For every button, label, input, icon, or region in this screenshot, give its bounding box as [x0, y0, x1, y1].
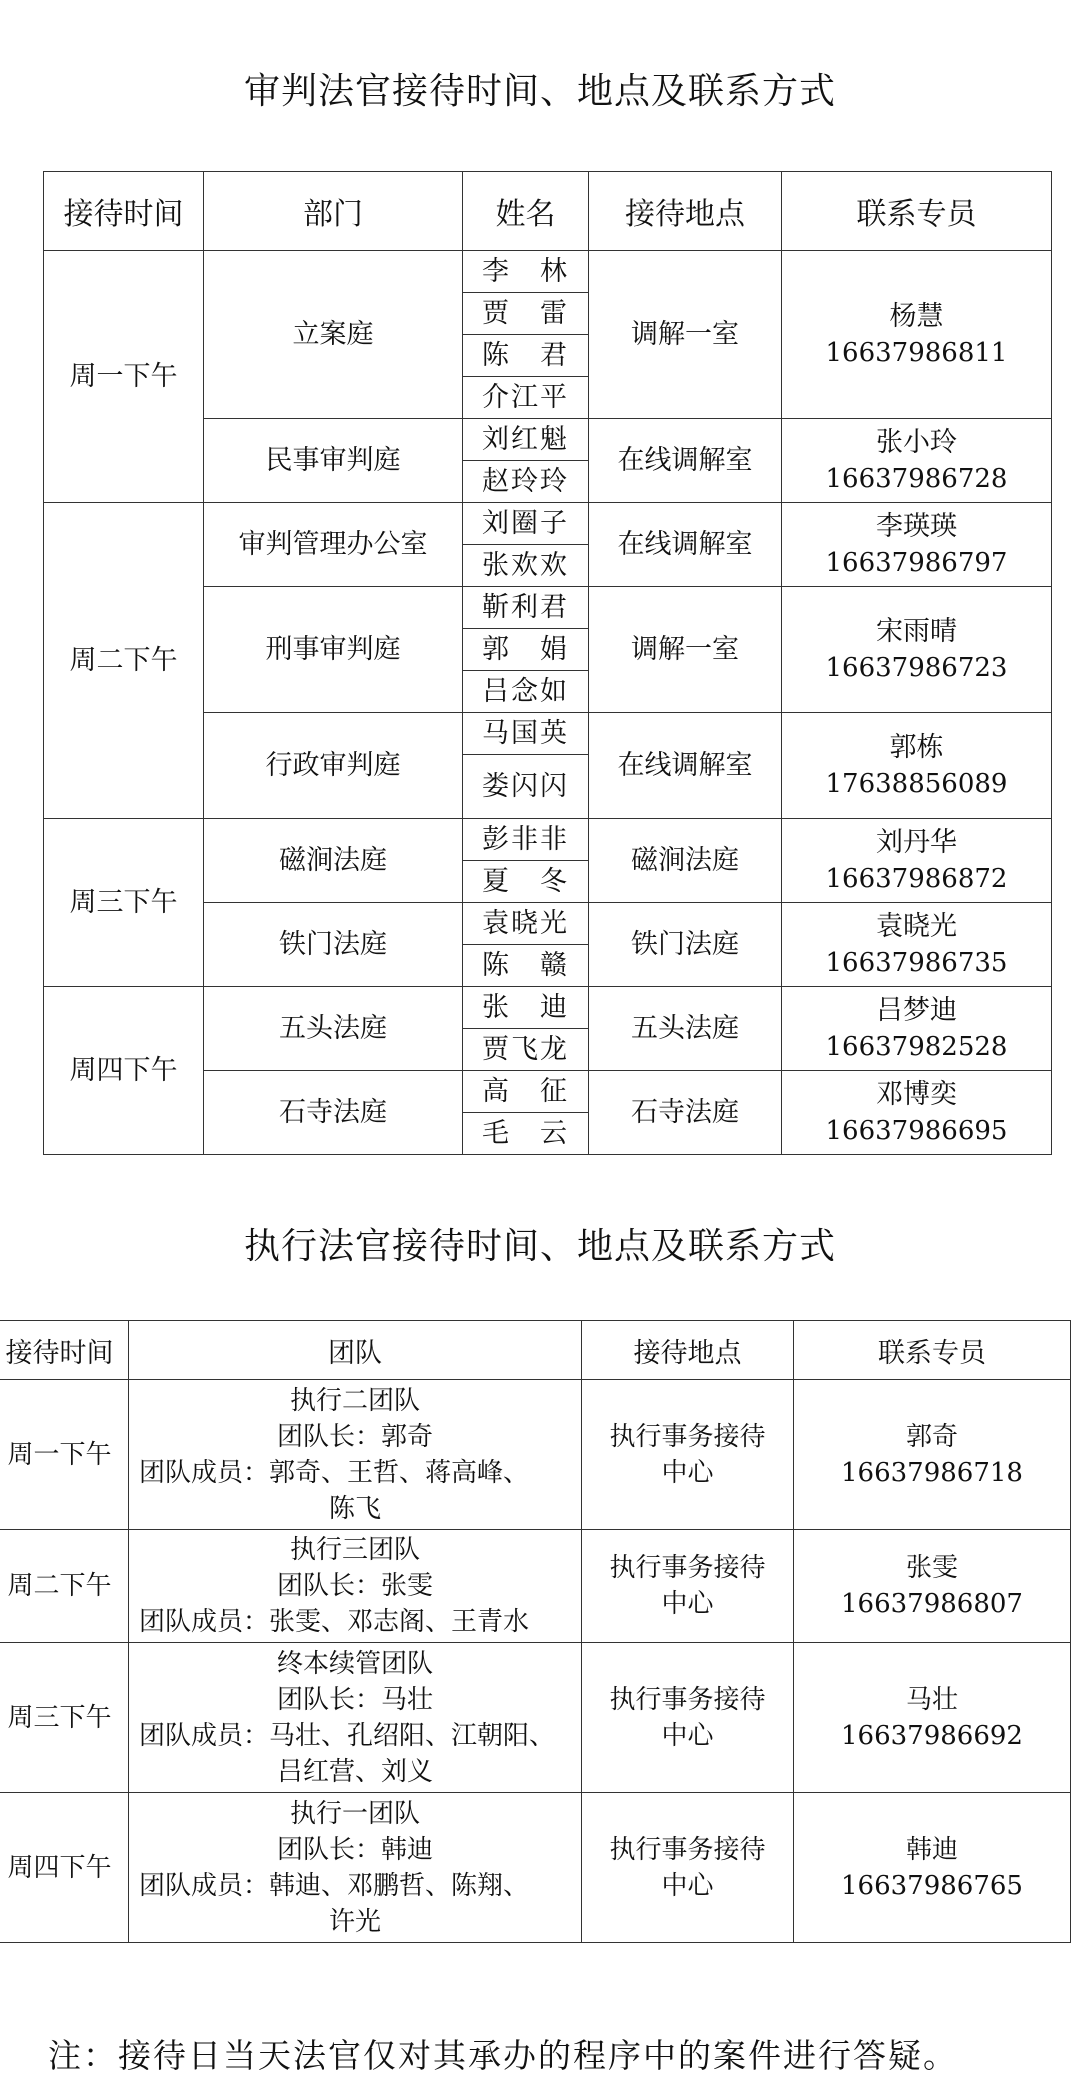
contact-cell — [782, 419, 1052, 503]
contact-cell — [782, 713, 1052, 819]
name-cell: 吕念如 — [463, 671, 589, 713]
contact-name: 邓博奕 — [876, 1078, 957, 1110]
contact-name: 张雯 — [905, 1553, 958, 1583]
day-cell: 周二下午 — [0, 1530, 129, 1643]
contact-phone: 16637986811 — [825, 337, 1008, 368]
table-row — [44, 503, 1052, 545]
name-cell: 毛 云 — [463, 1113, 589, 1155]
table-row — [0, 1380, 1071, 1530]
location-cell: 在线调解室 — [589, 713, 782, 819]
location-cell: 在线调解室 — [589, 419, 782, 503]
contact-name: 杨慧 — [889, 300, 944, 332]
header-location: 接待地点 — [589, 172, 782, 251]
dept-cell: 立案庭 — [204, 251, 463, 419]
contact-cell — [782, 819, 1052, 903]
contact-cell — [782, 251, 1052, 419]
contact-name: 吕梦迪 — [876, 994, 957, 1026]
contact-cell — [782, 987, 1052, 1071]
table-row — [44, 819, 1052, 861]
table-header-row — [44, 172, 1052, 251]
contact-cell — [782, 503, 1052, 587]
footnote: 注：接待日当天法官仅对其承办的程序中的案件进行答疑。 — [48, 2036, 958, 2075]
name-cell: 刘圈子 — [463, 503, 589, 545]
contact-phone: 16637986692 — [841, 1720, 1023, 1751]
location-cell — [582, 1643, 794, 1793]
contact-phone: 16637986723 — [825, 652, 1008, 683]
table-row — [44, 251, 1052, 293]
day-cell: 周三下午 — [44, 819, 204, 987]
team-members: 团队成员：张雯、邓志阁、王青水 — [139, 1607, 530, 1637]
location-line: 执行事务接待 — [609, 1553, 766, 1583]
contact-phone: 17638856089 — [825, 768, 1008, 799]
table-row — [0, 1530, 1071, 1643]
table-row — [44, 987, 1052, 1029]
name-cell: 陈 君 — [463, 335, 589, 377]
name-cell: 娄闪闪 — [463, 755, 589, 819]
contact-phone: 16637986765 — [841, 1870, 1023, 1901]
contact-phone: 16637986718 — [841, 1457, 1023, 1488]
contact-cell — [794, 1380, 1071, 1530]
location-cell — [582, 1530, 794, 1643]
location-cell: 石寺法庭 — [589, 1071, 782, 1155]
location-cell: 调解一室 — [589, 587, 782, 713]
dept-cell: 行政审判庭 — [204, 713, 463, 819]
name-cell: 张欢欢 — [463, 545, 589, 587]
dept-cell: 铁门法庭 — [204, 903, 463, 987]
dept-cell: 刑事审判庭 — [204, 587, 463, 713]
team-name: 执行二团队 — [289, 1385, 420, 1416]
table-header-row — [0, 1321, 1071, 1380]
team-cell — [129, 1530, 582, 1643]
team-cell — [129, 1380, 582, 1530]
location-line: 执行事务接待 — [609, 1684, 766, 1715]
team-cell — [129, 1643, 582, 1793]
name-cell: 贾 雷 — [463, 293, 589, 335]
contact-name: 宋雨晴 — [876, 615, 957, 647]
contact-phone: 16637986735 — [825, 947, 1008, 978]
location-cell: 调解一室 — [589, 251, 782, 419]
table-row — [0, 1793, 1071, 1943]
contact-name: 张小玲 — [876, 426, 957, 458]
location-line: 执行事务接待 — [609, 1421, 766, 1452]
team-leader: 团队长：马壮 — [276, 1684, 433, 1715]
contact-name: 袁晓光 — [876, 910, 957, 942]
name-cell: 陈 赣 — [463, 945, 589, 987]
contact-phone: 16637986695 — [825, 1115, 1008, 1146]
name-cell: 贾飞龙 — [463, 1029, 589, 1071]
name-cell: 介江平 — [463, 377, 589, 419]
location-line: 中心 — [661, 1589, 714, 1619]
contact-phone: 16637986728 — [825, 463, 1008, 494]
location-cell: 磁涧法庭 — [589, 819, 782, 903]
location-line: 中心 — [661, 1870, 714, 1901]
contact-cell — [794, 1530, 1071, 1643]
name-cell: 郭 娟 — [463, 629, 589, 671]
team-leader: 团队长：张雯 — [276, 1571, 433, 1601]
team-name: 终本续管团队 — [276, 1648, 433, 1679]
day-cell: 周三下午 — [0, 1643, 129, 1793]
day-cell: 周二下午 — [44, 503, 204, 819]
header-location: 接待地点 — [582, 1321, 794, 1380]
table-row — [0, 1643, 1071, 1793]
name-cell: 靳利君 — [463, 587, 589, 629]
header-time: 接待时间 — [0, 1321, 129, 1380]
header-department: 部门 — [204, 172, 463, 251]
team-leader: 团队长：郭奇 — [276, 1421, 433, 1452]
team-name: 执行三团队 — [289, 1535, 420, 1565]
contact-name: 刘丹华 — [876, 826, 957, 858]
contact-name: 韩迪 — [905, 1834, 958, 1865]
location-line: 执行事务接待 — [609, 1834, 766, 1865]
name-cell: 刘红魁 — [463, 419, 589, 461]
contact-name: 郭栋 — [889, 731, 944, 763]
header-contact: 联系专员 — [794, 1321, 1071, 1380]
day-cell: 周四下午 — [0, 1793, 129, 1943]
name-cell: 夏 冬 — [463, 861, 589, 903]
location-cell — [582, 1380, 794, 1530]
execution-table-title: 执行法官接待时间、地点及联系方式 — [243, 1226, 836, 1267]
team-members-continued: 陈飞 — [328, 1493, 381, 1524]
execution-reception-table — [0, 1320, 1071, 1943]
name-cell: 张 迪 — [463, 987, 589, 1029]
dept-cell: 审判管理办公室 — [204, 503, 463, 587]
name-cell: 赵玲玲 — [463, 461, 589, 503]
location-cell: 在线调解室 — [589, 503, 782, 587]
team-name: 执行一团队 — [289, 1798, 420, 1829]
contact-name: 郭奇 — [905, 1421, 958, 1452]
location-cell — [582, 1793, 794, 1943]
team-leader: 团队长：韩迪 — [276, 1834, 433, 1865]
dept-cell: 石寺法庭 — [204, 1071, 463, 1155]
judge-reception-table — [43, 171, 1052, 1155]
day-cell: 周四下午 — [44, 987, 204, 1155]
contact-name: 马壮 — [905, 1684, 958, 1715]
contact-cell — [794, 1643, 1071, 1793]
team-members-continued: 吕红营、刘义 — [276, 1756, 433, 1787]
name-cell: 袁晓光 — [463, 903, 589, 945]
location-cell: 五头法庭 — [589, 987, 782, 1071]
team-cell — [129, 1793, 582, 1943]
contact-name: 李瑛瑛 — [876, 510, 957, 542]
dept-cell: 磁涧法庭 — [204, 819, 463, 903]
contact-phone: 16637982528 — [825, 1031, 1008, 1062]
location-line: 中心 — [661, 1457, 714, 1488]
contact-phone: 16637986807 — [841, 1589, 1023, 1619]
contact-cell — [782, 1071, 1052, 1155]
judge-table-title: 审判法官接待时间、地点及联系方式 — [243, 71, 836, 112]
header-time: 接待时间 — [44, 172, 204, 251]
contact-phone: 16637986797 — [825, 547, 1008, 578]
dept-cell: 五头法庭 — [204, 987, 463, 1071]
contact-cell — [782, 903, 1052, 987]
name-cell: 高 征 — [463, 1071, 589, 1113]
dept-cell: 民事审判庭 — [204, 419, 463, 503]
name-cell: 马国英 — [463, 713, 589, 755]
header-team: 团队 — [129, 1321, 582, 1380]
header-contact: 联系专员 — [782, 172, 1052, 251]
contact-phone: 16637986872 — [825, 863, 1008, 894]
contact-cell — [782, 587, 1052, 713]
team-members: 团队成员：郭奇、王哲、蒋高峰、 — [139, 1457, 530, 1488]
day-cell: 周一下午 — [44, 251, 204, 503]
location-cell: 铁门法庭 — [589, 903, 782, 987]
location-line: 中心 — [661, 1720, 714, 1751]
name-cell: 李 林 — [463, 251, 589, 293]
day-cell: 周一下午 — [0, 1380, 129, 1530]
team-members: 团队成员：韩迪、邓鹏哲、陈翔、 — [139, 1870, 530, 1901]
header-name: 姓名 — [463, 172, 589, 251]
contact-cell — [794, 1793, 1071, 1943]
name-cell: 彭非非 — [463, 819, 589, 861]
team-members: 团队成员：马壮、孔绍阳、江朝阳、 — [139, 1720, 556, 1751]
team-members-continued: 许光 — [328, 1906, 381, 1937]
